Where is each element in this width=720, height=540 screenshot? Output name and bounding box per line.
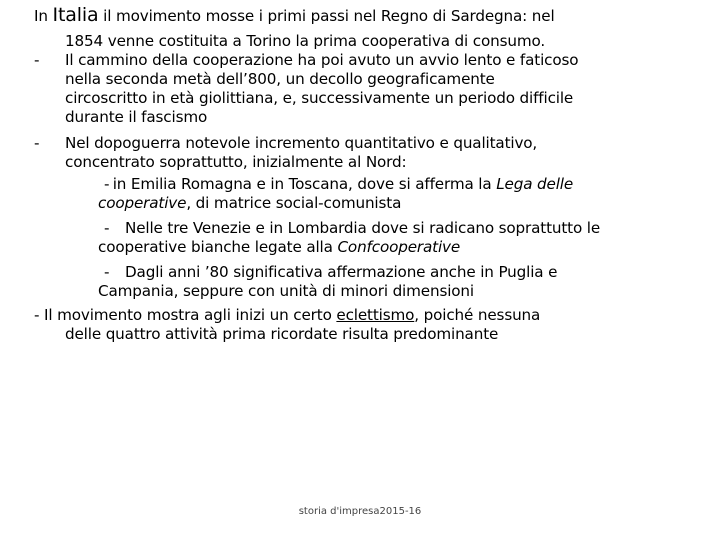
sub-bullet-2-line-1: Nelle tre Venezie e in Lombardia dove si radicano soprattutto le [125,219,601,237]
bullet-3-line-2: delle quattro attività prima ricordate risulta predominante [65,325,499,343]
bullet-1-line-4: durante il fascismo [65,108,208,126]
sub-bullet-1-line-1 [98,174,573,194]
bullet-1-line-1: Il cammino della cooperazione ha poi avuto un avvio lento e faticoso [65,51,579,69]
bullet-2-line-2: concentrato soprattutto, inizialmente al Nord: [65,153,407,171]
intro-prefix: In [34,7,53,25]
sub-bullet-3-line-1: Dagli anni ’80 significativa affermazione anche in Puglia e [125,263,558,281]
bullet-1-line-2: nella seconda metà dell’800, un decollo geograficamente [65,70,495,88]
slide-footer: storia d'impresa2015-16 [298,506,422,517]
intro-keyword: Italia [52,4,99,26]
sub-bullet-1-tail: , di matrice social-comunista [186,194,402,212]
bullet-3-tail: , poiché nessuna [414,306,541,324]
bullet-3-line-1 [34,305,540,325]
lega-delle-text: Lega delle [496,175,574,193]
sub-bullet-1-line-2 [98,193,401,213]
bullet-2-dash: - [34,134,40,152]
paragraph-intro-line-2: 1854 venne costituita a Torino la prima cooperativa di consumo. [65,32,546,50]
sub-bullet-2-text: cooperative bianche legate alla [98,238,338,256]
bullet-1-line-3: circoscritto in età giolittiana, e, successivamente un periodo difficile [65,89,574,107]
bullet-3-text: - Il movimento mostra agli inizi un certo [34,306,337,324]
confcooperative-text: Confcooperative [337,238,461,256]
sub-bullet-1-text: in Emilia Romagna e in Toscana, dove si afferma la [112,175,497,193]
sub-bullet-3-line-2: Campania, seppure con unità di minori dimensioni [98,282,474,300]
sub-bullet-2-dash: - [104,219,110,237]
intro-rest: il movimento mosse i primi passi nel Regno di Sardegna: nel [98,7,555,25]
bullet-2-line-1: Nel dopoguerra notevole incremento quantitativo e qualitativo, [65,134,538,152]
bullet-1-dash: - [34,51,40,69]
sub-bullet-2-line-2 [98,237,460,257]
cooperative-text: cooperative [98,194,187,212]
sub-bullet-3-dash: - [104,263,110,281]
eclettismo-text: eclettismo [336,306,415,324]
paragraph-intro-line-1 [34,5,555,26]
sub-bullet-1-dash: - [104,175,110,193]
